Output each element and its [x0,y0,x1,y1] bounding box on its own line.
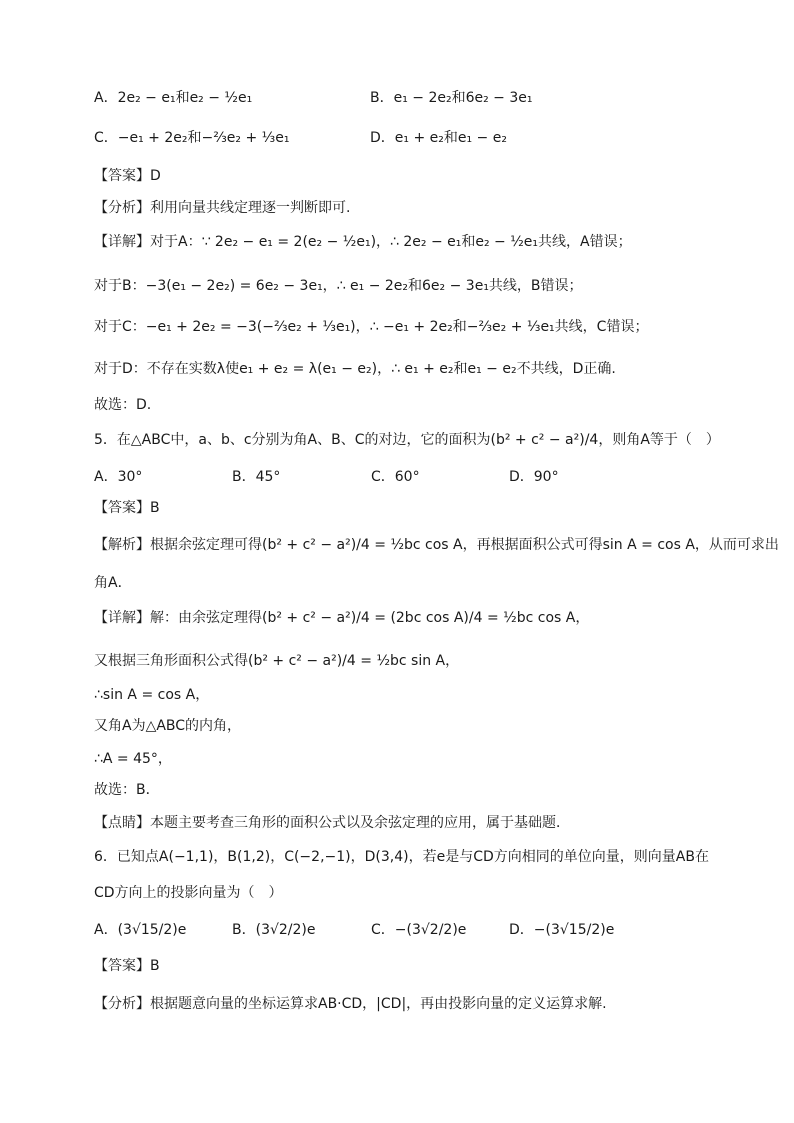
q6-option-d: D．−(3√15/2)e [509,922,615,938]
q5-stem: 5．在△ABC中，a、b、c分别为角A、B、C的对边，它的面积为(b² + c² − a²)/4，则角A等于（ ） [94,432,720,448]
q5-detail-1: 【详解】解：由余弦定理得(b² + c² − a²)/4 = (2bc cos A)/4 = ½bc cos A， [94,610,590,626]
q5-detail-4: 又角A为△ABC的内角， [94,718,242,734]
q5-option-c: C．60° [371,469,420,485]
q6-analysis: 【分析】根据题意向量的坐标运算求AB·CD，|CD|，再由投影向量的定义运算求解. [94,996,607,1012]
q5-comment: 【点睛】本题主要考查三角形的面积公式以及余弦定理的应用，属于基础题． [94,815,570,831]
q6-option-b: B．(3√2/2)e [232,922,316,938]
q4-option-b: B．e₁ − 2e₂和6e₂ − 3e₁ [370,90,533,106]
q5-analysis-line-1: 【解析】根据余弦定理可得(b² + c² − a²)/4 = ½bc cos A，再根据面积公式可得sin A = cos A，从而可求出 [94,537,779,553]
q5-answer: 【答案】B [94,500,160,516]
q4-detail-a: 【详解】对于A：∵ 2e₂ − e₁ = 2(e₂ − ½e₁)，∴ 2e₂ − e₁和e₂ − ½e₁共线，A错误； [94,234,632,250]
q5-option-a: A．30° [94,469,143,485]
q4-option-c: C．−e₁ + 2e₂和−⅔e₂ + ⅓e₁ [94,130,290,146]
q6-stem-line-1: 6．已知点A(−1,1)，B(1,2)，C(−2,−1)，D(3,4)，若e是与CD方向相同的单位向量，则向量AB在 [94,849,709,865]
q5-detail-3: ∴sin A = cos A， [94,687,210,703]
q4-detail-d: 对于D：不存在实数λ使e₁ + e₂ = λ(e₁ − e₂)，∴ e₁ + e₂和e₁ − e₂不共线，D正确. [94,361,616,377]
q4-choose: 故选：D. [94,397,152,413]
q6-answer: 【答案】B [94,958,160,974]
q6-option-c: C．−(3√2/2)e [371,922,467,938]
q5-option-b: B．45° [232,469,281,485]
q4-option-d: D．e₁ + e₂和e₁ − e₂ [370,130,507,146]
q4-option-a: A．2e₂ − e₁和e₂ − ½e₁ [94,90,253,106]
q4-answer: 【答案】D [94,168,161,184]
q4-analysis: 【分析】利用向量共线定理逐一判断即可. [94,200,351,216]
q5-analysis-line-2: 角A． [94,575,132,591]
q4-detail-c: 对于C：−e₁ + 2e₂ = −3(−⅔e₂ + ⅓e₁)，∴ −e₁ + 2e₂和−⅔e₂ + ⅓e₁共线，C错误； [94,319,649,335]
q5-choose: 故选：B． [94,782,160,798]
q5-detail-5: ∴A = 45°， [94,751,172,767]
q5-detail-2: 又根据三角形面积公式得(b² + c² − a²)/4 = ½bc sin A， [94,653,460,669]
q4-detail-b: 对于B：−3(e₁ − 2e₂) = 6e₂ − 3e₁，∴ e₁ − 2e₂和6e₂ − 3e₁共线，B错误； [94,278,583,294]
q6-stem-line-2: CD方向上的投影向量为（ ） [94,885,283,901]
q5-option-d: D．90° [509,469,559,485]
q6-option-a: A．(3√15/2)e [94,922,187,938]
